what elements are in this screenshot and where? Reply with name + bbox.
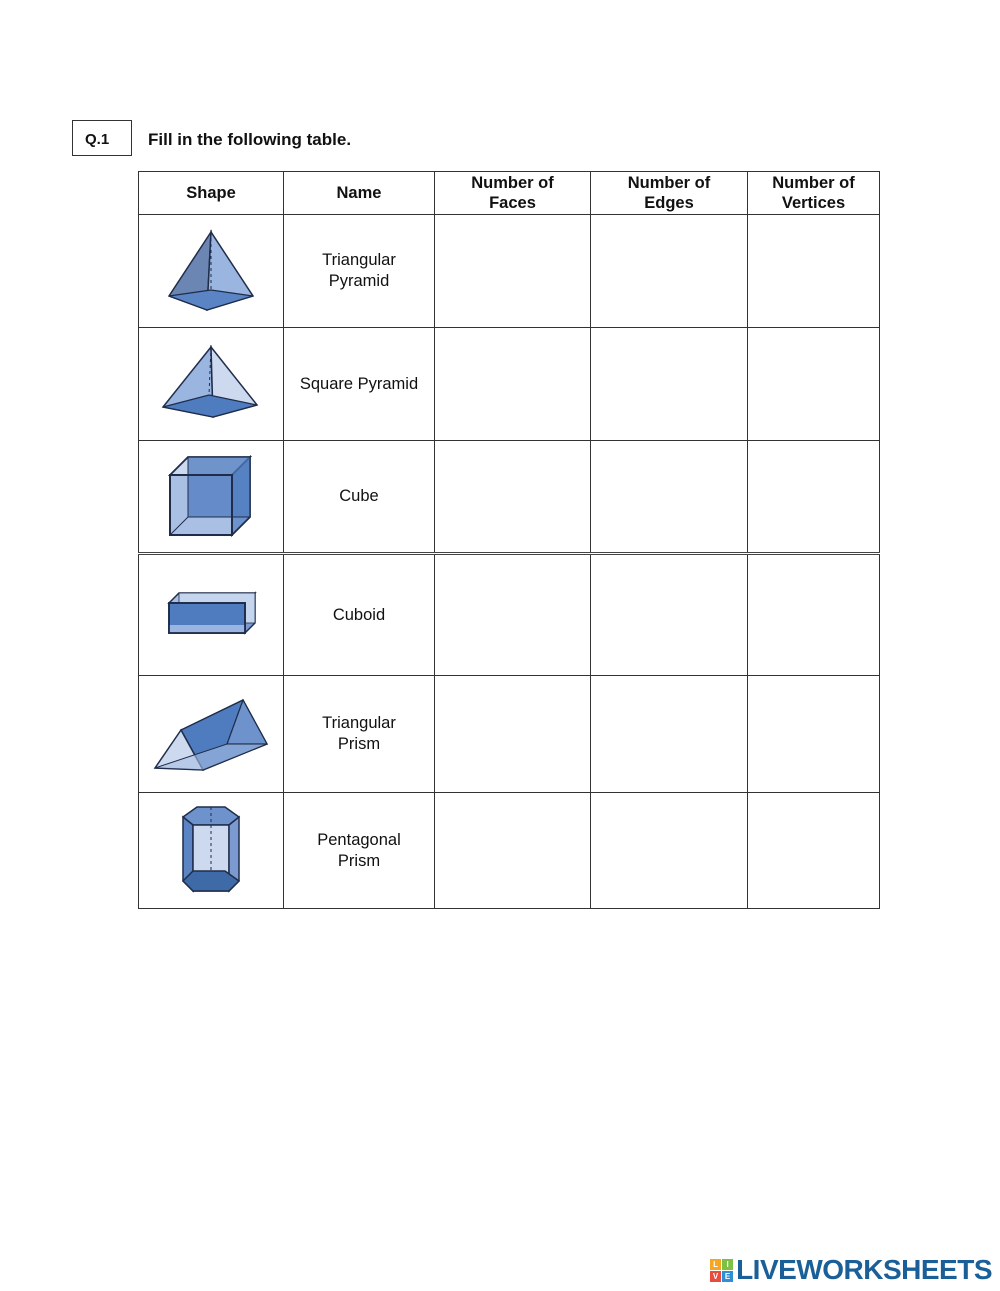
table-row — [139, 328, 880, 441]
faces-answer-cell[interactable] — [435, 676, 591, 793]
shape-name-cell — [284, 554, 435, 676]
header-name: Name — [284, 172, 435, 215]
shape-name-cell — [284, 676, 435, 793]
edges-answer-cell[interactable] — [591, 793, 748, 909]
shape-cell — [139, 328, 284, 441]
shape-name: Pentagonal Prism — [317, 830, 401, 870]
cube-icon — [166, 455, 256, 539]
shape-name-cell — [284, 441, 435, 554]
shape-cell — [139, 793, 284, 909]
question-number: Q.1 — [85, 131, 110, 148]
vertices-answer-cell[interactable] — [748, 676, 880, 793]
liveworksheets-logo-icon — [710, 1259, 733, 1282]
table-row — [139, 441, 880, 554]
header-vertices-label: Number of Vertices — [772, 174, 855, 212]
table-header-row — [139, 172, 880, 215]
shape-name-cell — [284, 328, 435, 441]
vertices-answer-cell[interactable] — [748, 328, 880, 441]
header-faces — [435, 172, 591, 215]
header-edges — [591, 172, 748, 215]
shape-cell — [139, 676, 284, 793]
logo-icon-letter-e: E — [722, 1271, 733, 1282]
faces-answer-cell[interactable] — [435, 328, 591, 441]
triangular-pyramid-icon — [161, 226, 261, 316]
header-edges-label: Number of Edges — [627, 174, 711, 212]
table-row — [139, 215, 880, 328]
pentagonal-prism-icon — [179, 803, 243, 899]
shape-name: Cuboid — [332, 605, 386, 624]
edges-answer-cell[interactable] — [591, 676, 748, 793]
shape-name: Cube — [339, 487, 379, 505]
shape-cell — [139, 215, 284, 328]
shapes-table — [138, 171, 880, 909]
header-vertices — [748, 172, 880, 215]
table-row — [139, 554, 880, 676]
shape-name-cell — [284, 215, 435, 328]
triangular-prism-icon — [151, 694, 271, 774]
edges-answer-cell[interactable] — [591, 441, 748, 554]
liveworksheets-logo-text: LIVEWORKSHEETS — [736, 1254, 992, 1285]
table-row — [139, 676, 880, 793]
logo-icon-letter-i: I — [722, 1259, 733, 1270]
vertices-answer-cell[interactable] — [748, 441, 880, 554]
shape-name-cell — [284, 793, 435, 909]
question-number-box — [72, 120, 132, 156]
faces-answer-cell[interactable] — [435, 554, 591, 676]
edges-answer-cell[interactable] — [591, 554, 748, 676]
vertices-answer-cell[interactable] — [748, 554, 880, 676]
table-row — [139, 793, 880, 909]
header-shape: Shape — [139, 172, 284, 215]
logo-icon-letter-v: V — [710, 1271, 721, 1282]
cuboid-icon — [163, 589, 259, 641]
shape-cell — [139, 441, 284, 554]
edges-answer-cell[interactable] — [591, 215, 748, 328]
shape-cell — [139, 554, 284, 676]
square-pyramid-icon — [159, 343, 263, 425]
faces-answer-cell[interactable] — [435, 793, 591, 909]
header-faces-label: Number of Faces — [471, 174, 554, 212]
vertices-answer-cell[interactable] — [748, 215, 880, 328]
question-instruction: Fill in the following table. — [148, 130, 352, 149]
shape-name: Triangular Pyramid — [322, 251, 396, 290]
faces-answer-cell[interactable] — [435, 441, 591, 554]
logo-icon-letter-l: L — [710, 1259, 721, 1270]
liveworksheets-logo — [710, 1253, 992, 1287]
shape-name: Triangular Prism — [322, 714, 396, 753]
faces-answer-cell[interactable] — [435, 215, 591, 328]
vertices-answer-cell[interactable] — [748, 793, 880, 909]
shape-name: Square Pyramid — [299, 374, 419, 393]
edges-answer-cell[interactable] — [591, 328, 748, 441]
